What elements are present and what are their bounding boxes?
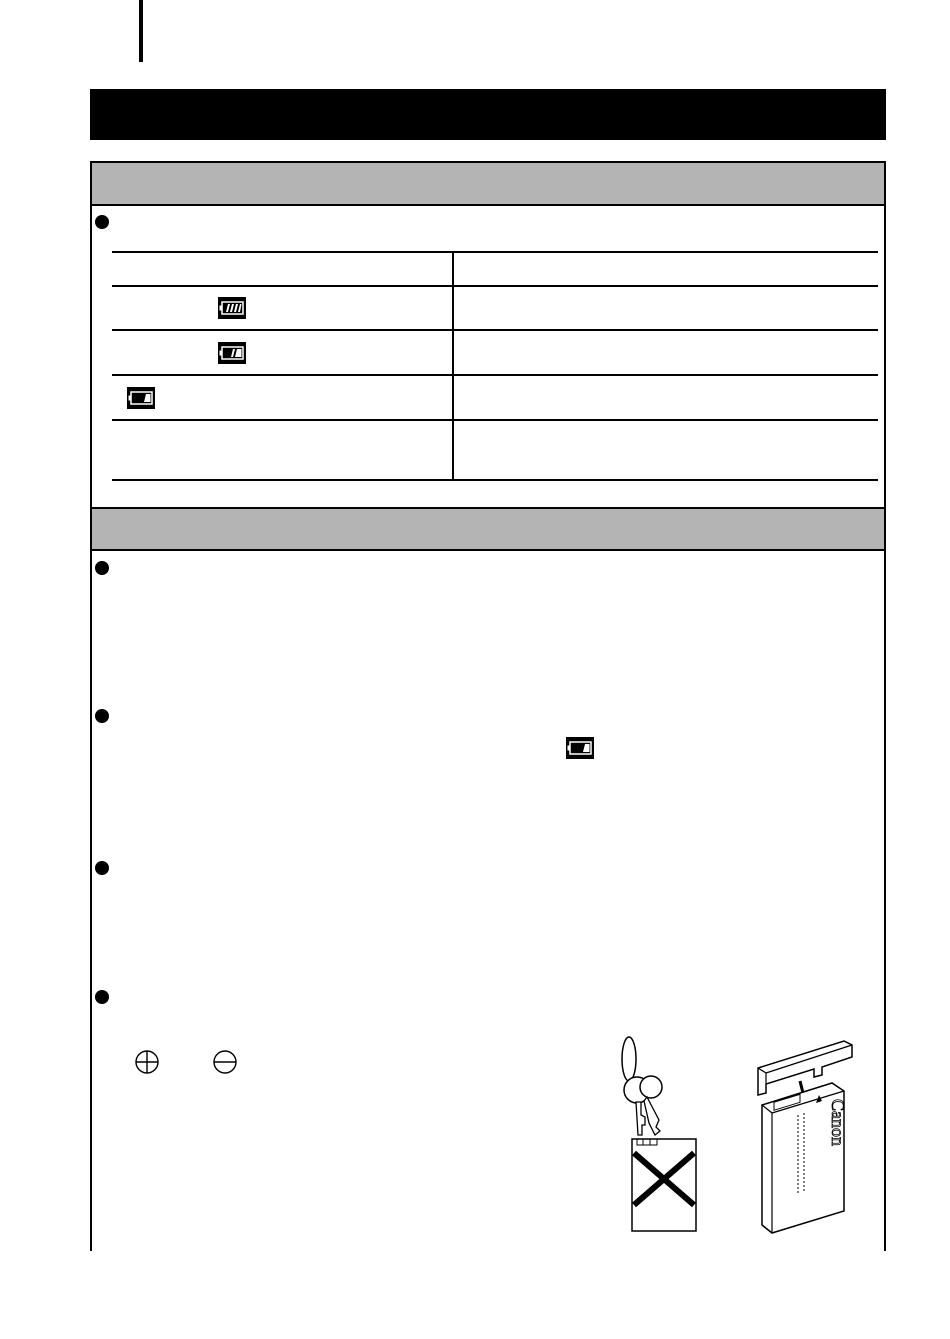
battery-brand-label: Canon <box>828 1099 848 1146</box>
indicator-description <box>453 286 878 330</box>
table-header-cell <box>112 252 453 286</box>
bullet-marker <box>95 709 109 723</box>
table-header-row <box>112 252 878 286</box>
table-cell <box>112 286 453 330</box>
negative-terminal-icon <box>212 1049 238 1075</box>
table-cell <box>112 375 453 420</box>
table-cell <box>112 330 453 375</box>
bullet-marker <box>95 861 109 875</box>
indicator-description <box>453 330 878 375</box>
indicator-label <box>112 420 453 480</box>
bullet-marker <box>95 990 109 1004</box>
indicator-description <box>453 375 878 420</box>
battery-half-icon <box>218 342 246 364</box>
margin-bar <box>139 0 143 62</box>
bullet-marker <box>95 561 109 575</box>
bullet-marker <box>95 215 109 229</box>
battery-low-icon <box>566 737 594 759</box>
battery-low-icon <box>127 387 155 409</box>
battery-indicator-table <box>112 251 878 481</box>
battery-with-terminal-cover-illustration <box>752 1033 862 1238</box>
table-row <box>112 330 878 375</box>
section-heading-handling <box>92 507 884 551</box>
content-frame <box>90 161 886 1251</box>
table-row <box>112 286 878 330</box>
positive-terminal-icon <box>134 1049 160 1075</box>
indicator-description <box>453 420 878 480</box>
battery-with-keys-prohibited-illustration <box>607 1035 707 1235</box>
page-title-bar <box>90 89 886 140</box>
table-row <box>112 420 878 480</box>
table-header-cell <box>453 252 878 286</box>
battery-full-icon <box>218 297 246 319</box>
table-row <box>112 375 878 420</box>
section-heading-indicator <box>92 163 884 206</box>
